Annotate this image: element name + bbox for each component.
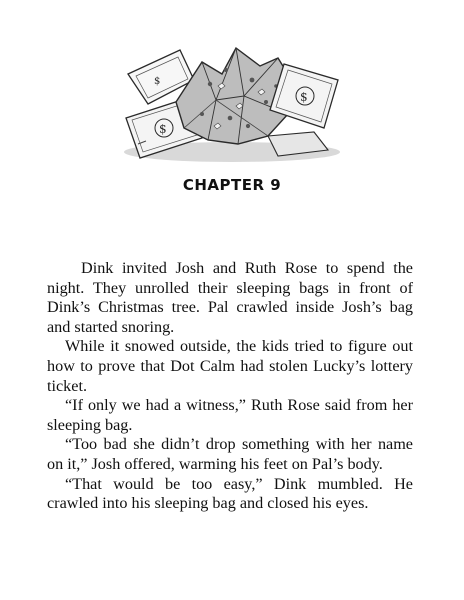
paragraph-2: While it snowed outside, the kids tried to figure out how to prove that Dot Calm had stolen Lucky’s lottery ticket.: [47, 337, 413, 395]
paragraph-5: “That would be too easy,” Dink mumbled. He crawled into his sleeping bag and closed his eyes.: [47, 474, 413, 513]
torn-gift-wrap-with-money-illustration: [118, 40, 346, 168]
chapter-heading: CHAPTER 9: [182, 176, 282, 194]
bill-mark-right: $: [300, 90, 308, 104]
bill-mark-left: $: [159, 122, 167, 136]
bill-mark-top: $: [154, 76, 161, 87]
paragraph-1: Dink invited Josh and Ruth Rose to spend the night. They unrolled their sleeping bags in front of Dink’s Christmas tree. Pal crawled inside Josh’s bag and started snoring.: [47, 259, 413, 336]
paragraph-3: “If only we had a witness,” Ruth Rose said from her sleeping bag.: [47, 396, 413, 434]
paragraph-4: “Too bad she didn’t drop something with her name on it,” Josh offered, warming his feet on Pal’s body.: [47, 435, 413, 473]
chapter-body-text: [47, 259, 413, 514]
